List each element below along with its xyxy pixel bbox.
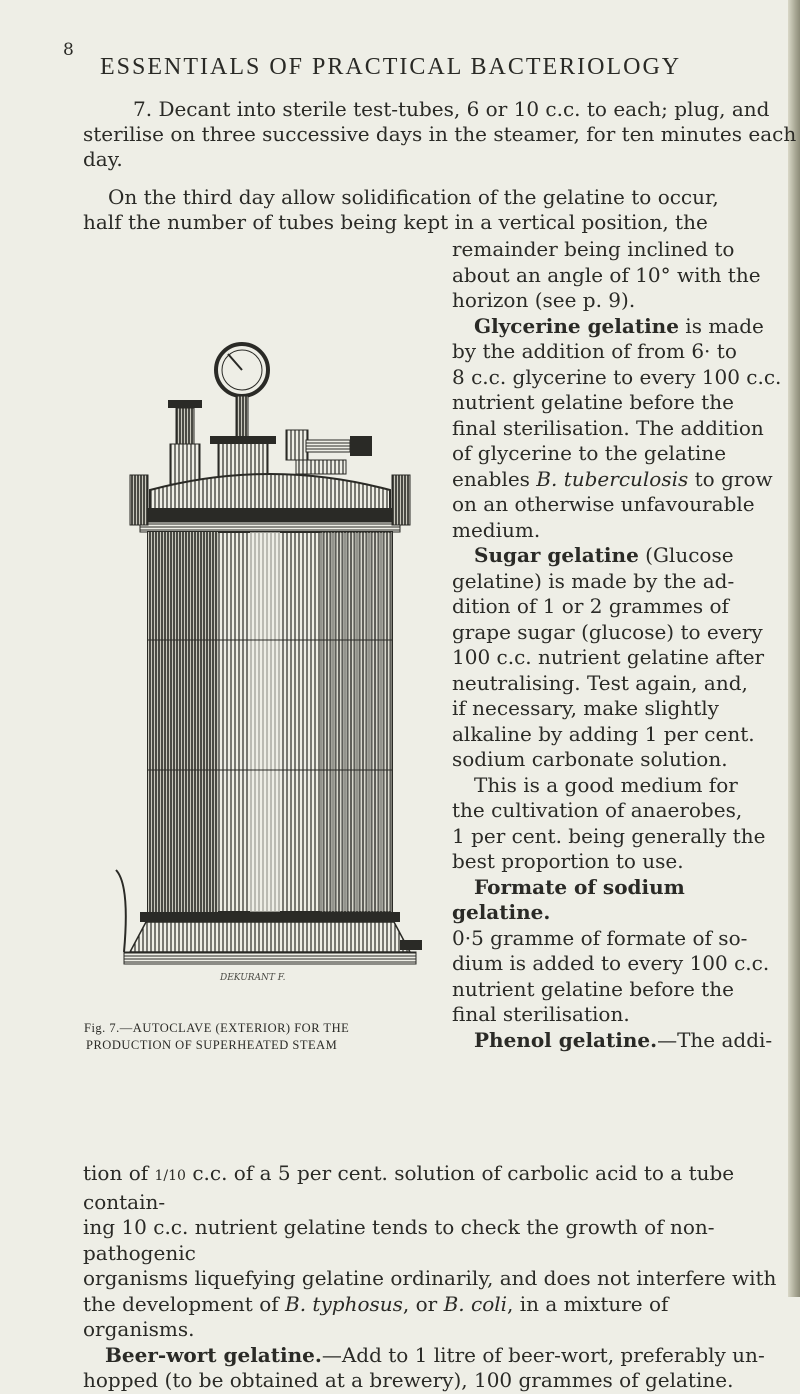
page-edge	[788, 0, 800, 1297]
text-line: alkaline by adding 1 per cent.	[452, 721, 755, 746]
phenol-para: Phenol gelatine.—The addi-	[474, 1027, 773, 1052]
text-line: On the third day allow solidification of the gelatine to occur,	[108, 185, 719, 209]
text-line: the development of B. typhosus, or B. coli, in a mixture of organisms.	[83, 1291, 669, 1341]
species-name: B. coli	[443, 1291, 508, 1316]
text-line: enables B. tuberculosis to grow	[452, 466, 773, 491]
text-line: 1 per cent. being generally the	[452, 823, 766, 848]
text-line: nutrient gelatine before the	[452, 976, 734, 1001]
caption-line: PRODUCTION OF SUPERHEATED STEAM	[86, 1038, 338, 1052]
text-line: day.	[83, 147, 123, 171]
text-line: best proportion to use.	[452, 849, 684, 873]
text-line: dition of 1 or 2 grammes of	[452, 594, 729, 618]
autoclave-body	[148, 532, 392, 912]
text-line: on an otherwise unfavourable	[452, 492, 755, 516]
text-line: dium is added to every 100 c.c.	[452, 951, 770, 975]
steam-pipe-icon	[286, 430, 372, 474]
text-line: hopped (to be obtained at a brewery), 100 grammes of gelatine.	[83, 1368, 734, 1392]
text-line: grape sugar (glucose) to every	[452, 619, 763, 644]
text-line: final sterilisation. The addition	[452, 415, 764, 440]
text-line: medium.	[452, 517, 541, 542]
section-heading: Formate of sodium gelatine.	[452, 874, 685, 924]
text-line: gelatine) is made by the ad-	[452, 568, 735, 593]
section-heading: Glycerine gelatine	[474, 313, 679, 338]
text-line: tion of 1/10 c.c. of a 5 per cent. solution of carbolic acid to a tube contain-	[83, 1161, 735, 1214]
text-line: ing 10 c.c. nutrient gelatine tends to check the growth of non-pathogenic	[83, 1215, 715, 1265]
autoclave-illustration	[110, 340, 425, 1020]
text-line: neutralising. Test again, and,	[452, 670, 748, 695]
text-line: if necessary, make slightly	[452, 696, 719, 720]
species-name: B. tuberculosis	[536, 466, 689, 491]
caption-line: Fig. 7.—AUTOCLAVE (EXTERIOR) FOR THE	[84, 1021, 350, 1035]
bottom-text	[83, 1161, 783, 1394]
running-title: ESSENTIALS OF PRACTICAL BACTERIOLOGY	[100, 54, 682, 80]
section-heading: Beer-wort gelatine.	[105, 1342, 322, 1367]
text-line: the cultivation of anaerobes,	[452, 798, 743, 822]
pressure-gauge-icon	[216, 344, 268, 444]
text-line: of glycerine to the gelatine	[452, 441, 727, 465]
species-name: B. typhosus	[285, 1291, 403, 1316]
sugar-para: Sugar gelatine (Glucose	[474, 543, 734, 567]
text-line: horizon (see p. 9).	[452, 288, 636, 312]
text-line: final sterilisation.	[452, 1002, 630, 1026]
page-number: 8	[63, 40, 74, 60]
right-column	[452, 237, 782, 1053]
text-line: nutrient gelatine before the	[452, 390, 734, 414]
fraction: 1/10	[154, 1168, 186, 1184]
text-line: about an angle of 10° with the	[452, 262, 761, 287]
text-line: remainder being inclined to	[452, 237, 735, 261]
text-line: sodium carbonate solution.	[452, 747, 728, 771]
text-line: 8 c.c. glycerine to every 100 c.c.	[452, 364, 782, 389]
formate-para	[452, 875, 782, 926]
text-line: This is a good medium for	[474, 772, 738, 797]
text-line: by the addition of from 6· to	[452, 339, 737, 363]
text-line: 0·5 gramme of formate of so-	[452, 925, 748, 950]
text-line: organisms liquefying gelatine ordinarily, and does not interfere with	[83, 1266, 777, 1290]
text-line: half the number of tubes being kept in a vertical position, the	[83, 210, 708, 234]
engraver-signature: DEKURANT F.	[220, 973, 286, 983]
safety-valve-icon	[168, 400, 202, 484]
text-line: 7. Decant into sterile test-tubes, 6 or 10 c.c. to each; plug, and	[133, 97, 770, 121]
beerwort-para: Beer-wort gelatine.—Add to 1 litre of beer-wort, preferably un-	[105, 1342, 765, 1367]
text-line: 100 c.c. nutrient gelatine after	[452, 645, 765, 669]
section-heading: Sugar gelatine	[474, 543, 639, 567]
section-heading: Phenol gelatine.	[474, 1027, 658, 1052]
glycerine-para: Glycerine gelatine is made	[474, 313, 764, 338]
figure-caption	[84, 1020, 424, 1054]
text-line: sterilise on three successive days in the steamer, for ten minutes each	[83, 122, 797, 146]
